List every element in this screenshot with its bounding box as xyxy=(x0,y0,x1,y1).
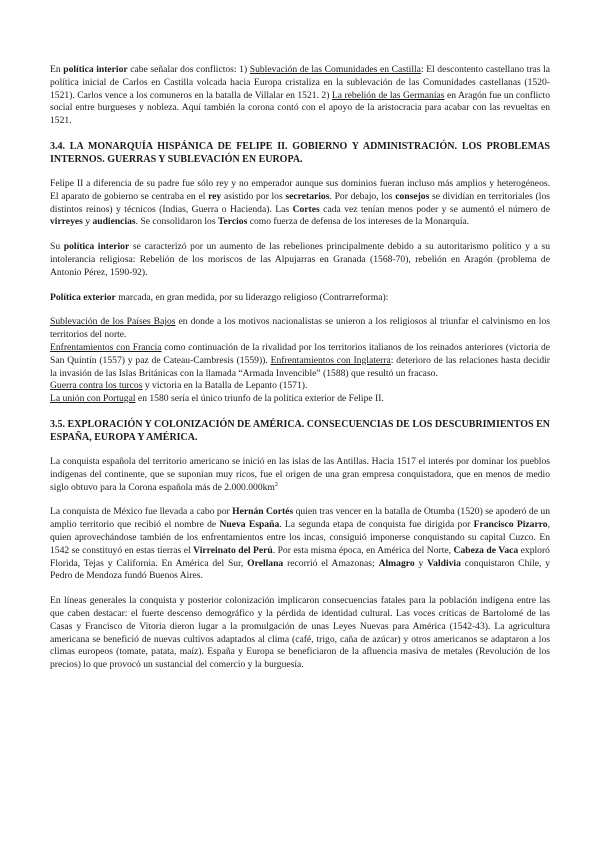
underlined-term: La rebelión de las Germanías xyxy=(331,89,445,101)
list-item: Enfrentamientos con Francia como continuación de la rivalidad por los territorios italianos de los reinados anteriores (victoria de San Quintín (1557) y paz de Cateau-Cambresis (1559)). Enfrentamientos con Inglaterra: deterioro de las relaciones hasta decidir la invasión de las Islas Británicas con la llamada “Armada Invencible” (1588) que resultó un fracaso. xyxy=(50,341,550,379)
paragraph-consecuencias: En líneas generales la conquista y posterior colonización implicaron consecuencias fatales para la población indígena entre las que caben destacar: el fuerte descenso demográfico y la pérdida de identidad cultural. Las voces críticas de Bartolomé de las Casas y Francisco de Vitoria dieron lugar a la promulgación de unas Leyes Nuevas para América (1542-43). La agricultura americana se benefició de nuevas cultivos adaptados al clima (café, trigo, caña de azúcar) y otros americanos se adaptaron a los climas europeos (tomate, patata, maíz). España y Europa se beneficiaron de la afluencia masiva de metales (Revolución de los precios) lo que provocó un sustancial del comercio y la burguesía. xyxy=(50,595,550,671)
paragraph-politica-interior-felipe: Su política interior se caracterizó por un aumento de las rebeliones principalmente debido a su autoritarismo político y a su intolerancia religiosa: Rebelión de los moriscos de las Alpujarras en Granada (1568-70), rebelión en Aragón (problema de Antonio Pérez, 1590-92). xyxy=(50,241,551,278)
bold-term: política interior xyxy=(63,64,128,75)
paragraph-conquista: La conquista española del territorio americano se inició en las islas de las Antillas. Hacia 1517 el interés por dominar los pueblos indígenas del continente, que se suponían muy ricos, fue el origen de una gran empresa conquistadora, que en menos de medio siglo obtuvo para la Corona española más de $2.000.000km^2$ xyxy=(50,455,550,493)
underlined-term: Sublevación de las Comunidades en Castilla xyxy=(249,64,421,75)
conflicts-list xyxy=(50,316,550,406)
paragraph-gobierno-felipe-ii: Felipe II a diferencia de su padre fue sólo rey y no emperador aunque sus dominios fueran incluso más amplios y heterogéneos. El aparato de gobierno se centraba en el rey asistido por los secretarios. Por debajo, los consejos se dividían en territoriales (los distintos reinos) y técnicos (Indias, Guerra o Hacienda). Las Cortes cada vez tenían menos poder y se aumentó el número de virreyes y audiencias. Se consolidaron los Tercios como fuerza de defensa de los intereses de la Monarquía. xyxy=(50,177,550,228)
superscript: 2 xyxy=(274,481,278,488)
list-item: La unión con Portugal en 1580 sería el único triunfo de la política exterior de Felipe II. xyxy=(50,393,384,405)
section-heading-3-5: 3.5. EXPLORACIÓN Y COLONIZACIÓN DE AMÉRICA. CONSECUENCIAS DE LOS DESCUBRIMIENTOS EN ESPAÑA, EUROPA Y AMÉRICA. xyxy=(50,418,550,443)
paragraph-politica-exterior: Política exterior marcada, en gran medida, por su liderazgo religioso (Contrarreforma): xyxy=(50,291,389,303)
list-item: Sublevación de los Países Bajos en donde a los motivos nacionalistas se unieron a los religiosos al triunfar el calvinismo en los territorios del norte. xyxy=(50,316,550,341)
paragraph-politica-interior-carlos: En política interior cabe señalar dos conflictos: 1) Sublevación de las Comunidades en Castilla: El descontento castellano tras la política inicial de Carlos en Castilla volcada hacia Europa cristaliza en la sublevación de las Comunidades castellanas (1520-1521). Carlos vence a los comuneros en la batalla de Villalar en 1521. 2) La rebelión de las Germanías en Aragón fue un conflicto social entre burgueses y nobleza. Aquí también la corona contó con el apoyo de la aristocracia para acabar con las revueltas en 1521. xyxy=(50,64,551,127)
paragraph-conquista-mexico: La conquista de México fue llevada a cabo por Hernán Cortés quien tras vencer en la batalla de Otumba (1520) se apoderó de un amplio territorio que recibió el nombre de Nueva España. La segunda etapa de conquista fue dirigida por Francisco Pizarro, quien aprovechándose también de los enfrentamientos entre los incas, consiguió imponerse conquistando su capital Cuzco. En 1542 se constituyó en estas tierras el Virreinato del Perú. Por esta misma época, en América del Norte, Cabeza de Vaca exploró Florida, Tejas y California. En América del Sur, Orellana recorrió el Amazonas; Almagro y Valdivia conquistaron Chile, y Pedro de Mendoza fundó Buenos Aires. xyxy=(50,506,550,582)
section-heading-3-4: 3.4. LA MONARQUÍA HISPÁNICA DE FELIPE II. GOBIERNO Y ADMINISTRACIÓN. LOS PROBLEMAS INTERNOS. GUERRAS Y SUBLEVACIÓN EN EUROPA. xyxy=(50,140,550,165)
list-item: Guerra contra los turcos y victoria en la Batalla de Lepanto (1571). xyxy=(50,380,308,392)
